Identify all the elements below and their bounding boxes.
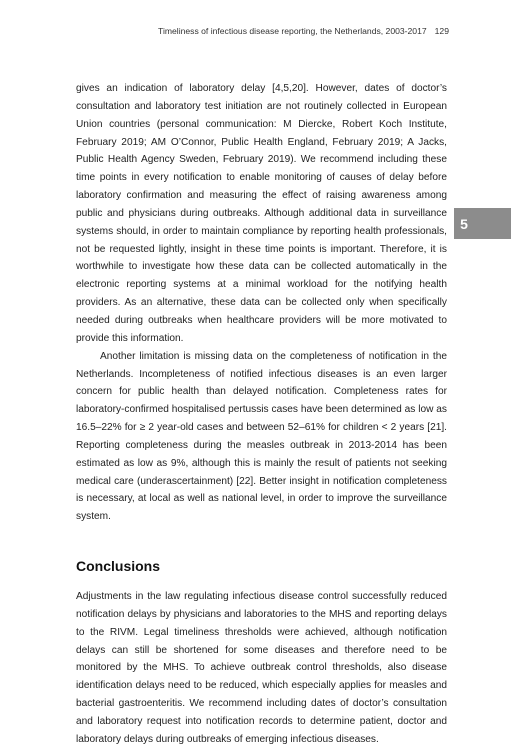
paragraph-conclusions: Adjustments in the law regulating infectious disease control successfully reduced notification delays by physicians and laboratories to the MHS and reporting delays to the RIVM. Legal timeliness thresholds were achieved, although notification delays can still be shortened for some diseases and therefore need to be monitored by the MHS. To achieve outbreak control thresholds, also disease identification delays need to be reduced, which especially applies for measles and bacterial gastroenteritis. We recommend including dates of doctor’s consultation and laboratory request into notification records to determine patient, doctor and laboratory delays during outbreaks of emerging infectious diseases. — [76, 591, 447, 745]
paragraph-laboratory-delay: gives an indication of laboratory delay [4,5,20]. However, dates of doctor’s consultation and laboratory test initiation are not routinely collected in European Union countries (personal communication: M Diercke, Robert Koch Institute, February 2019; AM O’Connor, Public Health England, February 2019; A Jacks, Public Health Agency Sweden, February 2019). We recommend including these time points in every notification to enable monitoring of causes of delay before laboratory confirmation and measuring the effect of raising awareness among public and physicians during outbreaks. Although additional data in surveillance systems should, in order to maintain compliance by reporting health professionals, not be requested lightly, insight in these time points is important. Therefore, it is worthwhile to investigate how these data can be collected automatically in the electronic reporting systems at a minimal workload for the notifying health providers. As an alternative, these data can be collected only when specifically needed during outbreaks when healthcare providers will be more motivated to provide this information. — [76, 83, 447, 344]
chapter-number: 5 — [460, 215, 468, 232]
running-title: Timeliness of infectious disease reporting, the Netherlands, 2003-2017 — [158, 26, 427, 36]
section-heading-conclusions: Conclusions — [76, 558, 161, 575]
body-text — [76, 80, 447, 749]
running-header — [158, 26, 449, 36]
page-number: 129 — [434, 26, 449, 36]
chapter-tab — [454, 208, 511, 239]
paragraph-completeness: Another limitation is missing data on the completeness of notification in the Netherlands. Incompleteness of notified infectious diseases is an even larger concern for public health than delayed notification. Completeness rates for laboratory-confirmed hospitalised pertussis cases have been determined as low as 16.5–22% for ≥ 2 year-old cases and between 52–61% for children < 2 years [21]. Reporting completeness during the measles outbreak in 2013-2014 has been estimated as low as 9%, although this is mainly the result of patients not seeking medical care (underascertainment) [22]. Better insight in notification completeness is necessary, at local as well as national level, in order to improve the surveillance system. — [76, 350, 447, 523]
